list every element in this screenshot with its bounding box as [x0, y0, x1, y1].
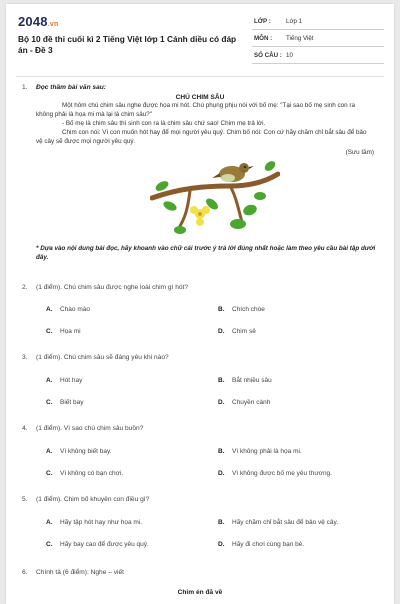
question-text: (1 điểm). Chim bố khuyên con điều gì? — [36, 496, 150, 503]
option-text: Hãy chăm chỉ bắt sâu để bảo vệ cây. — [232, 519, 339, 526]
site-logo[interactable] — [18, 14, 58, 29]
logo-text: 2048 — [18, 14, 48, 29]
option-text: Chuyền cành — [232, 399, 271, 406]
meta-row-count — [252, 50, 384, 64]
question-5 — [22, 496, 149, 503]
option-letter: C. — [46, 399, 53, 406]
option-a[interactable] — [46, 306, 90, 313]
option-a[interactable] — [46, 448, 112, 455]
question-number: 6. — [22, 569, 28, 576]
option-letter: A. — [46, 306, 53, 313]
exam-meta — [252, 16, 384, 67]
bird-on-branch-illustration — [150, 156, 280, 238]
question-number: 2. — [22, 284, 28, 291]
question-6 — [22, 569, 124, 576]
question-2 — [22, 284, 188, 291]
option-d[interactable] — [218, 541, 304, 548]
option-text: Hãy đi chơi cùng bạn bè. — [232, 541, 305, 548]
meta-row-class — [252, 16, 384, 30]
option-letter: B. — [218, 377, 225, 384]
option-text: Bắt nhiều sâu — [232, 377, 272, 384]
option-text: Họa mi — [60, 328, 81, 335]
option-letter: C. — [46, 328, 53, 335]
question-text: (1 điểm). Vì sao chú chim sâu buồn? — [36, 425, 144, 432]
option-c[interactable] — [46, 399, 84, 406]
option-text: Vì không được bố mẹ yêu thương. — [232, 470, 332, 477]
meta-value: Tiếng Việt — [286, 35, 314, 42]
question-text: (1 điểm). Chú chim sâu được nghe loài chim gì hót? — [36, 284, 189, 291]
instruction-text: * Dựa vào nội dung bài đọc, hãy khoanh vào chữ cái trước ý trả lời đúng nhất hoặc làm theo yêu cầu bài tập dưới đây. — [36, 245, 376, 261]
logo-tld: .vn — [47, 21, 59, 28]
option-letter: D. — [218, 399, 225, 406]
meta-key: MÔN : — [254, 35, 273, 42]
story-title: CHÚ CHIM SÂU — [175, 94, 225, 101]
question-number: 3. — [22, 354, 28, 361]
meta-value: 10 — [286, 52, 293, 59]
option-letter: A. — [46, 448, 53, 455]
question-4 — [22, 425, 143, 432]
option-b[interactable] — [218, 377, 272, 384]
option-text: Hót hay — [60, 377, 83, 384]
question-text: Chính tả (6 điểm): Nghe – viết — [36, 569, 124, 576]
exam-title: Bộ 10 đề thi cuối kì 2 Tiếng Việt lớp 1 Cánh diều có đáp án - Đề 3 — [18, 34, 237, 55]
option-a[interactable] — [46, 377, 82, 384]
option-d[interactable] — [218, 328, 256, 335]
meta-key: SỐ CÂU : — [254, 52, 282, 59]
option-text: Chào mào — [60, 306, 90, 313]
option-letter: C. — [46, 470, 53, 477]
option-letter: D. — [218, 541, 225, 548]
option-text: Biết bay — [60, 399, 84, 406]
option-letter: C. — [46, 541, 53, 548]
option-letter: D. — [218, 470, 225, 477]
option-c[interactable] — [46, 541, 149, 548]
option-d[interactable] — [218, 399, 270, 406]
meta-value: Lớp 1 — [286, 18, 303, 25]
story-paragraph: Một hôm chú chim sâu nghe được họa mi hót. Chú phụng phịu nói với bố mẹ: "Tại sao bố mẹ sinh con ra không phải là họa mi mà lại là chim sâu?" — [36, 102, 355, 118]
option-b[interactable] — [218, 448, 302, 455]
question-3 — [22, 354, 169, 361]
question-heading: Đọc thầm bài văn sau: — [36, 84, 106, 91]
option-text: Vì không phải là họa mi. — [232, 448, 302, 455]
option-letter: A. — [46, 519, 53, 526]
option-c[interactable] — [46, 328, 81, 335]
meta-row-subject — [252, 33, 384, 47]
question-text: (1 điểm). Chú chim sâu sẽ đáng yêu khi nào? — [36, 354, 169, 361]
option-text: Chim sẻ — [232, 328, 256, 335]
option-text: Hãy bay cao để được yêu quý. — [60, 541, 149, 548]
option-letter: B. — [218, 306, 225, 313]
option-letter: B. — [218, 519, 225, 526]
document-page — [6, 4, 394, 604]
option-letter: D. — [218, 328, 225, 335]
option-text: Vì không biết bay. — [60, 448, 112, 455]
option-letter: A. — [46, 377, 53, 384]
question-1 — [22, 84, 106, 91]
option-text: Chích chòe — [232, 306, 265, 313]
option-text: Hãy tập hót hay như họa mi. — [60, 519, 143, 526]
dictation-title: Chim én đã về — [177, 589, 223, 596]
option-c[interactable] — [46, 470, 123, 477]
option-d[interactable] — [218, 470, 332, 477]
question-number: 1. — [22, 84, 28, 91]
document-header — [6, 4, 394, 74]
question-number: 5. — [22, 496, 28, 503]
meta-key: LỚP : — [254, 18, 271, 25]
option-a[interactable] — [46, 519, 142, 526]
question-number: 4. — [22, 425, 28, 432]
option-letter: B. — [218, 448, 225, 455]
option-text: Vì không có bạn chơi. — [60, 470, 124, 477]
option-b[interactable] — [218, 306, 265, 313]
story-paragraph: Chim con nói: Vì con muốn hót hay để mọi người yêu quý. Chim bố nói: Con cứ hãy chăm chỉ bắt sâu để bảo vệ cây sẽ được mọi người yêu quý. — [36, 129, 367, 145]
story-source: (Sưu tầm) — [345, 149, 374, 156]
header-divider — [16, 76, 384, 77]
option-b[interactable] — [218, 519, 338, 526]
story-paragraph: - Bố mẹ là chim sâu thì sinh con ra là chim sâu chứ sao! Chim mẹ trả lời. — [62, 120, 266, 127]
